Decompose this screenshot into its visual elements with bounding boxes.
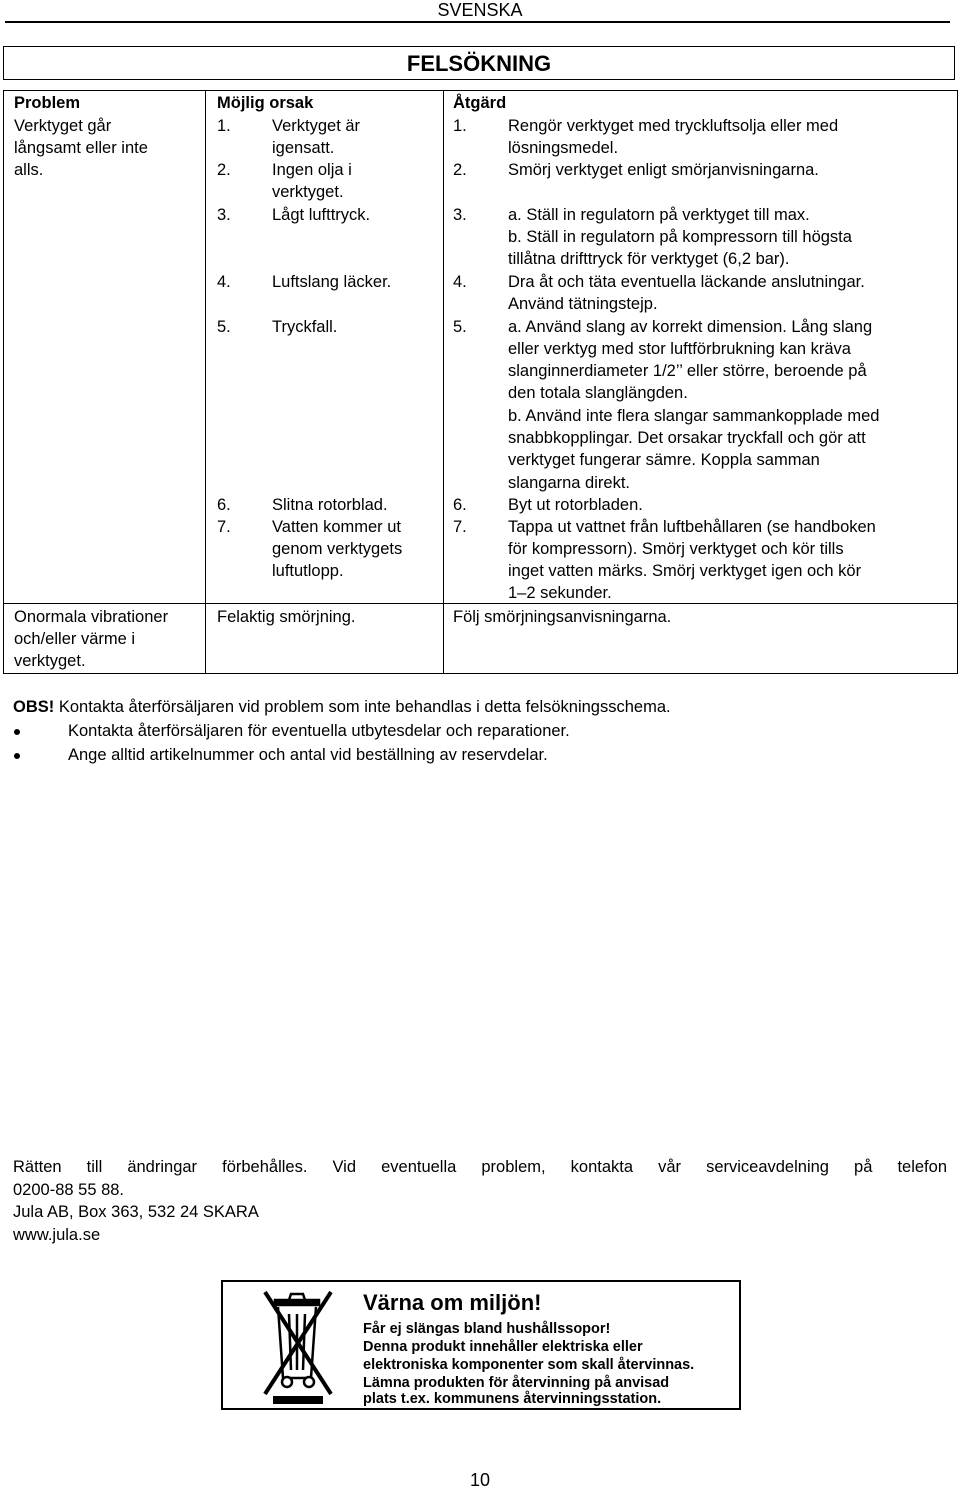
action-text: slanginnerdiameter 1/2’’ eller större, beroende på	[508, 362, 867, 380]
bullet-icon	[14, 753, 20, 759]
action-text: för kompressorn). Smörj verktyget och kör tills	[508, 540, 844, 558]
action-text: slangarna direkt.	[508, 474, 630, 492]
action-number: 2.	[453, 161, 467, 179]
header-action: Åtgärd	[453, 94, 507, 112]
column-divider	[443, 91, 444, 673]
weee-notice	[221, 1280, 741, 1410]
weee-text-line: plats t.ex. kommunens återvinningsstation.	[363, 1391, 662, 1407]
cause-text: verktyget.	[272, 183, 344, 201]
action-text: Rengör verktyget med tryckluftsolja eller med	[508, 117, 839, 135]
cause-text: Lågt lufttryck.	[272, 206, 371, 224]
action-text: b. Ställ in regulatorn på kompressorn till högsta	[508, 228, 852, 246]
action-text: inget vatten märks. Smörj verktyget igen och kör	[508, 562, 862, 580]
column-divider	[205, 91, 206, 673]
action-number: 3.	[453, 206, 467, 224]
footer-line: 0200-88 55 88.	[13, 1181, 125, 1199]
action-number: 7.	[453, 518, 467, 536]
row-divider	[4, 603, 957, 604]
cause-number: 2.	[217, 161, 231, 179]
cause-number: 1.	[217, 117, 231, 135]
action-text: Tappa ut vattnet från luftbehållaren (se handboken	[508, 518, 876, 536]
problem-1-line: Verktyget går	[14, 117, 112, 135]
action-text: 1–2 sekunder.	[508, 584, 612, 602]
weee-title: Värna om miljön!	[363, 1290, 542, 1315]
action-text: lösningsmedel.	[508, 139, 619, 157]
obs-text: Kontakta återförsäljaren vid problem som inte behandlas i detta felsökningsschema.	[54, 698, 671, 716]
cause-number: 3.	[217, 206, 231, 224]
weee-text-line: elektroniska komponenter som skall återvinnas.	[363, 1357, 695, 1373]
header-rule	[5, 21, 950, 23]
action-text: a. Ställ in regulatorn på verktyget till max.	[508, 206, 810, 224]
footer-line: Jula AB, Box 363, 532 24 SKARA	[13, 1203, 259, 1221]
title-box	[3, 46, 955, 80]
troubleshooting-table	[3, 90, 958, 674]
footer-link[interactable]: www.jula.se	[13, 1226, 101, 1244]
action-text: Byt ut rotorbladen.	[508, 496, 643, 514]
page-number: 10	[469, 1470, 491, 1490]
bullet-icon	[14, 729, 20, 735]
cause-text: igensatt.	[272, 139, 335, 157]
cause-text: Verktyget är	[272, 117, 361, 135]
problem-1-line: alls.	[14, 161, 44, 179]
action-text: den totala slanglängden.	[508, 384, 688, 402]
action-text: Smörj verktyget enligt smörjanvisningarna.	[508, 161, 819, 179]
weee-text-line: Lämna produkten för återvinning på anvisad	[363, 1375, 670, 1391]
note-bullet-item: Ange alltid artikelnummer och antal vid beställning av reservdelar.	[68, 746, 548, 764]
weee-text-line: Får ej slängas bland hushållssopor!	[363, 1321, 611, 1337]
action-number: 6.	[453, 496, 467, 514]
action-text: tillåtna drifttryck för verktyget (6,2 bar).	[508, 250, 790, 268]
footer-line: Rätten till ändringar förbehålles. Vid eventuella problem, kontakta vår serviceavdelning på telefon	[13, 1158, 947, 1176]
language-header: SVENSKA	[437, 0, 523, 20]
problem-2-line: och/eller värme i	[14, 630, 136, 648]
action-text: a. Använd slang av korrekt dimension. Lång slang	[508, 318, 873, 336]
action-number: 4.	[453, 273, 467, 291]
action-text: verktyget fungerar sämre. Koppla samman	[508, 451, 820, 469]
action-text: eller verktyg med stor luftförbrukning kan kräva	[508, 340, 851, 358]
action-text: Använd tätningstejp.	[508, 295, 658, 313]
obs-note	[13, 696, 671, 718]
problem-2-line: Onormala vibrationer	[14, 608, 169, 626]
problem-1-line: långsamt eller inte	[14, 139, 148, 157]
cause-text: luftutlopp.	[272, 562, 344, 580]
crossed-bin-icon	[247, 1286, 347, 1406]
action-text: b. Använd inte flera slangar sammankopplade med	[508, 407, 880, 425]
cause-text: Luftslang läcker.	[272, 273, 392, 291]
cause-text: Felaktig smörjning.	[217, 608, 356, 626]
action-text: snabbkopplingar. Det orsakar tryckfall och gör att	[508, 429, 866, 447]
cause-text: genom verktygets	[272, 540, 403, 558]
cause-text: Ingen olja i	[272, 161, 352, 179]
cause-number: 6.	[217, 496, 231, 514]
weee-text-line: Denna produkt innehåller elektriska eller	[363, 1339, 643, 1355]
cause-text: Tryckfall.	[272, 318, 338, 336]
cause-text: Vatten kommer ut	[272, 518, 401, 536]
cause-number: 4.	[217, 273, 231, 291]
action-text: Följ smörjningsanvisningarna.	[453, 608, 672, 626]
cause-number: 5.	[217, 318, 231, 336]
action-number: 1.	[453, 117, 467, 135]
action-text: Dra åt och täta eventuella läckande anslutningar.	[508, 273, 865, 291]
page-title: FELSÖKNING	[406, 51, 552, 76]
note-bullet-item: Kontakta återförsäljaren för eventuella utbytesdelar och reparationer.	[68, 722, 570, 740]
cause-number: 7.	[217, 518, 231, 536]
action-number: 5.	[453, 318, 467, 336]
header-problem: Problem	[14, 94, 81, 112]
obs-label: OBS!	[13, 698, 55, 716]
problem-2-line: verktyget.	[14, 652, 86, 670]
header-cause: Möjlig orsak	[217, 94, 314, 112]
cause-text: Slitna rotorblad.	[272, 496, 388, 514]
